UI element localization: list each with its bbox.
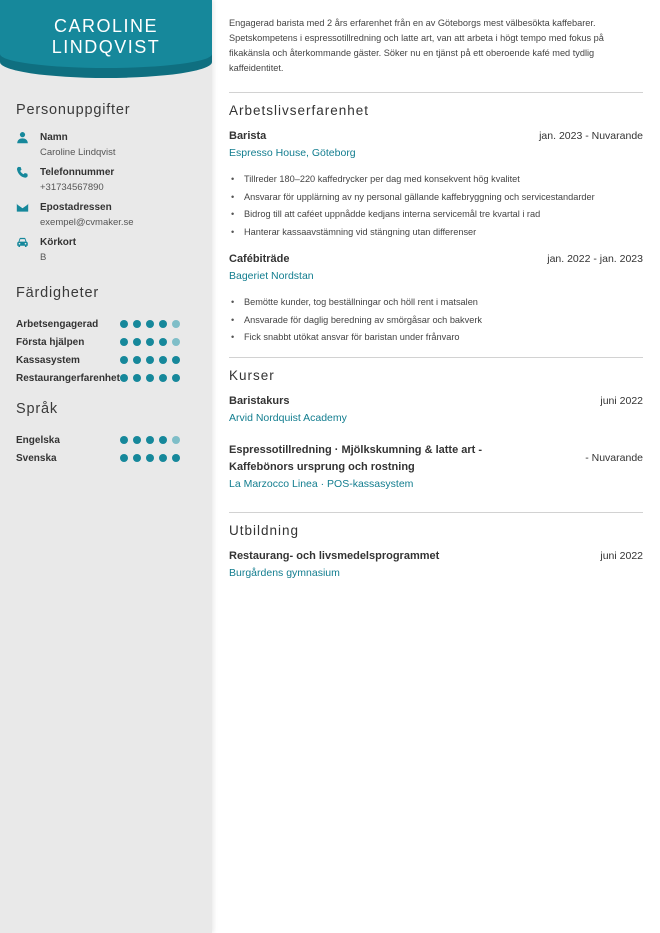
languages-list: [16, 431, 212, 467]
rating-dot: [172, 436, 180, 444]
personal-label: Körkort: [40, 237, 77, 248]
job-bullets: [229, 171, 643, 241]
course-provider: Arvid Nordquist Academy: [229, 411, 347, 424]
job-employer: Espresso House, Göteborg: [229, 147, 356, 159]
course-entry: [229, 393, 643, 426]
education-title: Restaurang- och livsmedelsprogrammet: [229, 549, 440, 562]
language-item: [16, 431, 212, 449]
course-title: Espressotillredning · Mjölkskumning & latte art - Kaffebönors ursprung och rostning: [229, 443, 483, 473]
name-line-2: LINDQVIST: [51, 37, 161, 57]
personal-section-title: Personuppgifter: [16, 102, 131, 118]
rating-dot: [159, 436, 167, 444]
personal-value: exempel@cvmaker.se: [40, 217, 134, 228]
rating-dot: [159, 320, 167, 328]
rating-dot: [133, 454, 141, 462]
skills-section-title: Färdigheter: [16, 285, 99, 301]
course-provider: La Marzocco Linea · POS-kassasystem: [229, 477, 414, 490]
skill-item: [16, 315, 212, 333]
name-line-1: CAROLINE: [53, 16, 159, 36]
job-title: Barista: [229, 130, 267, 142]
job-bullet: • Ansvarar för upplärning av ny personal gällande kaffebryggning och servicestandarder: [229, 189, 643, 207]
rating-dot: [172, 374, 180, 382]
rating-dot: [120, 320, 128, 328]
skill-item: [16, 369, 212, 387]
rating-dot: [146, 436, 154, 444]
main-content: [229, 16, 643, 587]
personal-label: Epostadressen: [40, 202, 112, 213]
courses-section-title: Kurser: [229, 367, 275, 383]
course-date: juni 2022: [600, 394, 643, 407]
rating-dot: [146, 454, 154, 462]
skill-name: Kassasystem: [16, 354, 80, 366]
rating-dot: [159, 338, 167, 346]
skill-rating: [120, 374, 180, 382]
job-bullet: • Bidrog till att caféet uppnådde kedjans interna servicemål tre kvartal i rad: [229, 206, 643, 224]
course-entry: [229, 442, 643, 492]
skill-rating: [120, 320, 180, 328]
rating-dot: [146, 374, 154, 382]
personal-item-name: [16, 130, 212, 160]
personal-item-license: [16, 235, 212, 265]
name-header: [0, 0, 212, 90]
rating-dot: [133, 320, 141, 328]
skill-rating: [120, 338, 180, 346]
personal-value: Caroline Lindqvist: [40, 147, 116, 158]
education-entry: [229, 548, 643, 581]
job-bullets: [229, 294, 643, 347]
rating-dot: [146, 356, 154, 364]
personal-value: +31734567890: [40, 182, 104, 193]
sidebar: [0, 0, 212, 933]
job-date: jan. 2023 - Nuvarande: [539, 130, 643, 142]
rating-dot: [159, 374, 167, 382]
job-entry: [229, 128, 643, 241]
rating-dot: [133, 338, 141, 346]
car-icon: [16, 235, 40, 265]
job-bullet: • Ansvarade för daglig beredning av smörgåsar och bakverk: [229, 312, 643, 330]
rating-dot: [159, 356, 167, 364]
course-title: Baristakurs: [229, 394, 290, 407]
rating-dot: [133, 436, 141, 444]
course-date: - Nuvarande: [585, 452, 643, 464]
skill-item: [16, 351, 212, 369]
phone-icon: [16, 165, 40, 195]
personal-item-email: [16, 200, 212, 230]
job-bullet: • Fick snabbt utökat ansvar för baristan under frånvaro: [229, 329, 643, 347]
experience-section-title: Arbetslivserfarenhet: [229, 103, 370, 118]
job-entry: [229, 251, 643, 347]
skill-name: Restaurangerfarenhet: [16, 372, 120, 384]
section-divider: [229, 357, 643, 358]
education-section-title: Utbildning: [229, 522, 300, 538]
rating-dot: [172, 356, 180, 364]
rating-dot: [133, 356, 141, 364]
rating-dot: [133, 374, 141, 382]
candidate-name: [0, 16, 212, 58]
rating-dot: [146, 320, 154, 328]
language-name: Engelska: [16, 434, 60, 446]
profile-summary: Engagerad barista med 2 års erfarenhet från en av Göteborgs mest välbesökta kaffebarer. Spetskompetens i espressotillredning och latte art, van att arbeta i högt tempo med fokus på fikakänsla och återkommande gäster. Söker nu en tjänst på ett oberoende kafé med tydlig kaffeidentitet.: [229, 18, 604, 73]
rating-dot: [120, 356, 128, 364]
rating-dot: [120, 338, 128, 346]
rating-dot: [172, 454, 180, 462]
language-name: Svenska: [16, 452, 57, 464]
job-date: jan. 2022 - jan. 2023: [547, 253, 643, 265]
job-bullet: • Tillreder 180–220 kaffedrycker per dag med konsekvent hög kvalitet: [229, 171, 643, 189]
personal-info-list: [16, 130, 212, 265]
rating-dot: [146, 338, 154, 346]
job-bullet: • Bemötte kunder, tog beställningar och höll rent i matsalen: [229, 294, 643, 312]
skill-name: Första hjälpen: [16, 336, 85, 348]
mail-icon: [16, 200, 40, 230]
personal-value: B: [40, 252, 47, 263]
rating-dot: [172, 338, 180, 346]
personal-label: Telefonnummer: [40, 167, 115, 178]
section-divider: [229, 512, 643, 513]
rating-dot: [120, 374, 128, 382]
skill-name: Arbetsengagerad: [16, 318, 99, 330]
job-title: Cafébiträde: [229, 253, 290, 265]
rating-dot: [120, 454, 128, 462]
skill-rating: [120, 356, 180, 364]
languages-section-title: Språk: [16, 401, 58, 417]
skill-item: [16, 333, 212, 351]
personal-item-phone: [16, 165, 212, 195]
job-bullet: • Hanterar kassaavstämning vid stängning utan differenser: [229, 224, 643, 242]
skills-list: [16, 315, 212, 387]
education-date: juni 2022: [600, 549, 643, 562]
language-rating: [120, 436, 180, 444]
personal-label: Namn: [40, 132, 68, 143]
rating-dot: [159, 454, 167, 462]
education-school: Burgårdens gymnasium: [229, 566, 340, 579]
person-icon: [16, 130, 40, 160]
language-item: [16, 449, 212, 467]
rating-dot: [172, 320, 180, 328]
section-divider: [229, 92, 643, 93]
rating-dot: [120, 436, 128, 444]
language-rating: [120, 454, 180, 462]
job-employer: Bageriet Nordstan: [229, 270, 314, 282]
